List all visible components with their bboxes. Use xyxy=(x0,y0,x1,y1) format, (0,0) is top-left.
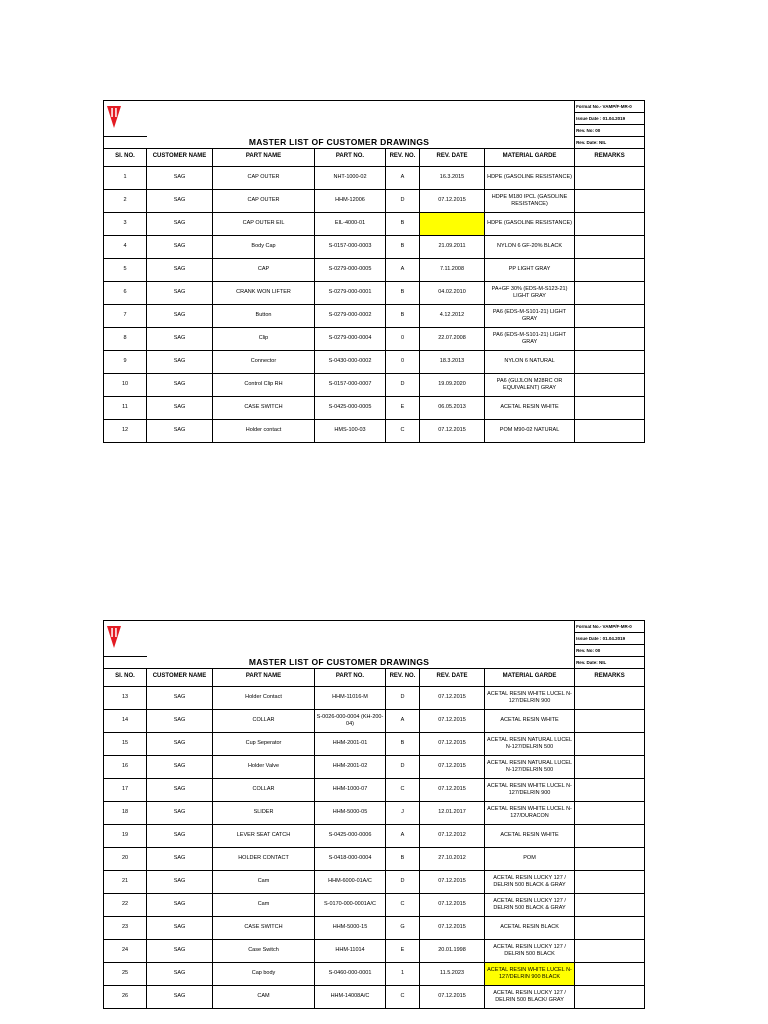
rev-date-cell: 7.11.2008 xyxy=(420,258,485,281)
customer-name-cell: SAG xyxy=(147,916,213,939)
material-cell: ACETAL RESIN WHITE xyxy=(485,824,575,847)
customer-name-cell: SAG xyxy=(147,732,213,755)
customer-name-cell: SAG xyxy=(147,166,213,189)
column-header: REMARKS xyxy=(575,148,645,166)
customer-name-cell: SAG xyxy=(147,304,213,327)
material-cell: HDPE M180 IPCL (GASOLINE RESISTANCE) xyxy=(485,189,575,212)
rev-no-cell: D xyxy=(386,755,420,778)
part-name-cell: Cam xyxy=(213,893,315,916)
rev-no-cell: B xyxy=(386,212,420,235)
rev-no-cell: C xyxy=(386,893,420,916)
part-no-cell: HHM-14008A/C xyxy=(315,985,386,1008)
part-name-cell: CASE SWITCH xyxy=(213,916,315,939)
part-name-cell: COLLAR xyxy=(213,778,315,801)
issue-date: Issue Date : 01.04.2019 xyxy=(575,633,645,645)
rev-date-cell: 19.09.2020 xyxy=(420,373,485,396)
material-cell: ACETAL RESIN WHITE LUCEL N-127/DELRIN 900 xyxy=(485,778,575,801)
table-row xyxy=(104,939,645,962)
material-cell: PA+GF 30% (EDS-M-S123-21) LIGHT GRAY xyxy=(485,281,575,304)
rev-no-cell: B xyxy=(386,847,420,870)
rev-no-cell: 0 xyxy=(386,327,420,350)
part-name-cell: CAP OUTER EIL xyxy=(213,212,315,235)
rev-no-cell: C xyxy=(386,419,420,442)
column-header: REV. DATE xyxy=(420,148,485,166)
part-no-cell: HHM-2001-02 xyxy=(315,755,386,778)
part-name-cell: Button xyxy=(213,304,315,327)
customer-name-cell: SAG xyxy=(147,327,213,350)
table-row xyxy=(104,166,645,189)
rev-date-cell: 11.5.2023 xyxy=(420,962,485,985)
remarks-cell xyxy=(575,939,645,962)
part-no-cell: S-0026-000-0004 (KH-200-04) xyxy=(315,709,386,732)
sl-no-cell: 24 xyxy=(104,939,147,962)
remarks-cell xyxy=(575,962,645,985)
table-row xyxy=(104,258,645,281)
table-row xyxy=(104,709,645,732)
part-no-cell: NHT-1000-02 xyxy=(315,166,386,189)
sl-no-cell: 21 xyxy=(104,870,147,893)
customer-name-cell: SAG xyxy=(147,847,213,870)
material-cell: PA6 (EDS-M-S101-21) LIGHT GRAY xyxy=(485,304,575,327)
remarks-cell xyxy=(575,870,645,893)
remarks-cell xyxy=(575,755,645,778)
remarks-cell xyxy=(575,189,645,212)
part-name-cell: Holder Contact xyxy=(213,686,315,709)
part-no-cell: HHM-2001-01 xyxy=(315,732,386,755)
customer-name-cell: SAG xyxy=(147,189,213,212)
table-row xyxy=(104,419,645,442)
table-row xyxy=(104,755,645,778)
rev-date-cell xyxy=(420,212,485,235)
material-cell: POM M90-02 NATURAL xyxy=(485,419,575,442)
rev-no-cell: A xyxy=(386,258,420,281)
header-blank xyxy=(147,621,575,657)
part-name-cell: Holder contact xyxy=(213,419,315,442)
rev-date-cell: 21.09.2011 xyxy=(420,235,485,258)
sl-no-cell: 17 xyxy=(104,778,147,801)
material-cell: HDPE (GASOLINE RESISTANCE) xyxy=(485,166,575,189)
part-name-cell: Control Clip RH xyxy=(213,373,315,396)
part-no-cell: S-0425-000-0006 xyxy=(315,824,386,847)
part-no-cell: HHM-12006 xyxy=(315,189,386,212)
part-name-cell: CAP OUTER xyxy=(213,166,315,189)
sl-no-cell: 4 xyxy=(104,235,147,258)
remarks-cell xyxy=(575,258,645,281)
rev-no-cell: D xyxy=(386,686,420,709)
customer-name-cell: SAG xyxy=(147,419,213,442)
table-row xyxy=(104,985,645,1008)
column-header: MATERIAL GARDE xyxy=(485,148,575,166)
material-cell: ACETAL RESIN LUCKY 127 / DELRIN 500 BLACK & GRAY xyxy=(485,893,575,916)
material-cell: PP LIGHT GRAY xyxy=(485,258,575,281)
sheet-title: MASTER LIST OF CUSTOMER DRAWINGS xyxy=(104,137,575,149)
header-blank xyxy=(147,101,575,137)
column-header: REV. DATE xyxy=(420,668,485,686)
table-row xyxy=(104,212,645,235)
sl-no-cell: 18 xyxy=(104,801,147,824)
column-header: PART NO. xyxy=(315,668,386,686)
rev-date-cell: 07.12.2015 xyxy=(420,686,485,709)
part-no-cell: HHM-5000-05 xyxy=(315,801,386,824)
column-header: REV. NO. xyxy=(386,668,420,686)
rev-date-cell: 07.12.2012 xyxy=(420,824,485,847)
rev-date-cell: 07.12.2015 xyxy=(420,985,485,1008)
table-row xyxy=(104,327,645,350)
rev-no-cell: E xyxy=(386,396,420,419)
remarks-cell xyxy=(575,916,645,939)
sl-no-cell: 26 xyxy=(104,985,147,1008)
table-row xyxy=(104,235,645,258)
customer-name-cell: SAG xyxy=(147,824,213,847)
customer-name-cell: SAG xyxy=(147,985,213,1008)
customer-name-cell: SAG xyxy=(147,939,213,962)
sl-no-cell: 10 xyxy=(104,373,147,396)
material-cell: POM xyxy=(485,847,575,870)
remarks-cell xyxy=(575,732,645,755)
material-cell: NYLON 6 GF-20% BLACK xyxy=(485,235,575,258)
format-no: Format No.- VAMP/F-MR-0 xyxy=(575,621,645,633)
table-row xyxy=(104,732,645,755)
sl-no-cell: 15 xyxy=(104,732,147,755)
part-name-cell: Cap body xyxy=(213,962,315,985)
rev-no-cell: B xyxy=(386,304,420,327)
rev-date-cell: 20.01.1998 xyxy=(420,939,485,962)
rev-no-cell: C xyxy=(386,985,420,1008)
rev-no-cell: E xyxy=(386,939,420,962)
column-header: CUSTOMER NAME xyxy=(147,148,213,166)
rev-no-cell: D xyxy=(386,373,420,396)
remarks-cell xyxy=(575,327,645,350)
rev-no-cell: 1 xyxy=(386,962,420,985)
rev-date-cell: 07.12.2015 xyxy=(420,778,485,801)
customer-name-cell: SAG xyxy=(147,258,213,281)
column-header: SI. NO. xyxy=(104,668,147,686)
remarks-cell xyxy=(575,893,645,916)
part-no-cell: S-0279-000-0001 xyxy=(315,281,386,304)
rev-date: Rev. Date: NIL xyxy=(575,137,645,149)
material-cell: PA6 (GUJLON M28RC OR EQUIVALENT) GRAY xyxy=(485,373,575,396)
material-cell: ACETAL RESIN LUCKY 127 / DELRIN 500 BLACK/ GRAY xyxy=(485,985,575,1008)
material-cell: PA6 (EDS-M-S101-21) LIGHT GRAY xyxy=(485,327,575,350)
sl-no-cell: 23 xyxy=(104,916,147,939)
sl-no-cell: 1 xyxy=(104,166,147,189)
table-row xyxy=(104,373,645,396)
part-no-cell: S-0460-000-0001 xyxy=(315,962,386,985)
sl-no-cell: 19 xyxy=(104,824,147,847)
part-no-cell: S-0279-000-0004 xyxy=(315,327,386,350)
rev-no-cell: B xyxy=(386,235,420,258)
part-no-cell: S-0157-000-0007 xyxy=(315,373,386,396)
sl-no-cell: 11 xyxy=(104,396,147,419)
rev-no-cell: A xyxy=(386,709,420,732)
part-no-cell: S-0279-000-0002 xyxy=(315,304,386,327)
table-row xyxy=(104,778,645,801)
drawing-sheet xyxy=(103,100,644,443)
table-row xyxy=(104,396,645,419)
customer-name-cell: SAG xyxy=(147,755,213,778)
part-name-cell: SLIDER xyxy=(213,801,315,824)
part-name-cell: COLLAR xyxy=(213,709,315,732)
rev-no-cell: D xyxy=(386,870,420,893)
material-cell: ACETAL RESIN WHITE LUCEL N-127/DURACON xyxy=(485,801,575,824)
issue-date: Issue Date : 01.04.2019 xyxy=(575,113,645,125)
remarks-cell xyxy=(575,281,645,304)
rev-no-cell: 0 xyxy=(386,350,420,373)
format-no: Format No.- VAMP/F-MR-0 xyxy=(575,101,645,113)
table-row xyxy=(104,847,645,870)
rev-no: Rev. No: 00 xyxy=(575,125,645,137)
part-name-cell: HOLDER CONTACT xyxy=(213,847,315,870)
remarks-cell xyxy=(575,304,645,327)
table-row xyxy=(104,962,645,985)
rev-no-cell: A xyxy=(386,824,420,847)
part-no-cell: S-0279-000-0005 xyxy=(315,258,386,281)
customer-name-cell: SAG xyxy=(147,350,213,373)
table-row xyxy=(104,304,645,327)
sl-no-cell: 13 xyxy=(104,686,147,709)
remarks-cell xyxy=(575,212,645,235)
rev-date-cell: 07.12.2015 xyxy=(420,755,485,778)
column-header: PART NAME xyxy=(213,148,315,166)
remarks-cell xyxy=(575,709,645,732)
rev-date-cell: 27.10.2012 xyxy=(420,847,485,870)
rev-date-cell: 07.12.2015 xyxy=(420,893,485,916)
rev-date-cell: 16.3.2015 xyxy=(420,166,485,189)
rev-no-cell: G xyxy=(386,916,420,939)
material-cell: NYLON 6 NATURAL xyxy=(485,350,575,373)
rev-date-cell: 07.12.2015 xyxy=(420,419,485,442)
customer-name-cell: SAG xyxy=(147,893,213,916)
part-no-cell: S-0425-000-0005 xyxy=(315,396,386,419)
column-header: PART NAME xyxy=(213,668,315,686)
rev-date: Rev. Date: NIL xyxy=(575,657,645,669)
part-no-cell: EIL-4000-01 xyxy=(315,212,386,235)
part-name-cell: Connector xyxy=(213,350,315,373)
part-no-cell: HHM-11014 xyxy=(315,939,386,962)
customer-name-cell: SAG xyxy=(147,686,213,709)
part-no-cell: HHM-5000-15 xyxy=(315,916,386,939)
remarks-cell xyxy=(575,778,645,801)
customer-name-cell: SAG xyxy=(147,235,213,258)
part-name-cell: CASE SWITCH xyxy=(213,396,315,419)
material-cell: ACETAL RESIN WHITE xyxy=(485,709,575,732)
material-cell: ACETAL RESIN BLACK xyxy=(485,916,575,939)
sl-no-cell: 8 xyxy=(104,327,147,350)
remarks-cell xyxy=(575,166,645,189)
part-no-cell: S-0418-000-0004 xyxy=(315,847,386,870)
logo-cell xyxy=(104,101,147,137)
part-no-cell: HHM-11016-M xyxy=(315,686,386,709)
part-name-cell: Cup Seperator xyxy=(213,732,315,755)
sl-no-cell: 25 xyxy=(104,962,147,985)
part-no-cell: S-0170-000-0001A/C xyxy=(315,893,386,916)
customer-name-cell: SAG xyxy=(147,212,213,235)
column-header: MATERIAL GARDE xyxy=(485,668,575,686)
material-cell: ACETAL RESIN LUCKY 127 / DELRIN 500 BLACK & GRAY xyxy=(485,870,575,893)
sl-no-cell: 12 xyxy=(104,419,147,442)
part-name-cell: LEVER SEAT CATCH xyxy=(213,824,315,847)
sl-no-cell: 5 xyxy=(104,258,147,281)
rev-no-cell: B xyxy=(386,732,420,755)
sl-no-cell: 9 xyxy=(104,350,147,373)
part-name-cell: Case Switch xyxy=(213,939,315,962)
customer-drawings-table xyxy=(103,100,645,443)
table-row xyxy=(104,870,645,893)
table-row xyxy=(104,189,645,212)
material-cell: ACETAL RESIN NATURAL LUCEL N-127/DELRIN 500 xyxy=(485,755,575,778)
part-name-cell: Clip xyxy=(213,327,315,350)
rev-no: Rev. No: 00 xyxy=(575,645,645,657)
table-row xyxy=(104,893,645,916)
rev-no-cell: A xyxy=(386,166,420,189)
table-row xyxy=(104,350,645,373)
rev-date-cell: 07.12.2015 xyxy=(420,916,485,939)
remarks-cell xyxy=(575,686,645,709)
remarks-cell xyxy=(575,985,645,1008)
rev-date-cell: 07.12.2015 xyxy=(420,189,485,212)
remarks-cell xyxy=(575,801,645,824)
material-cell: ACETAL RESIN WHITE LUCEL N-127/DELRIN 900 xyxy=(485,686,575,709)
customer-name-cell: SAG xyxy=(147,962,213,985)
sl-no-cell: 22 xyxy=(104,893,147,916)
material-cell: ACETAL RESIN WHITE xyxy=(485,396,575,419)
remarks-cell xyxy=(575,373,645,396)
rev-no-cell: J xyxy=(386,801,420,824)
sl-no-cell: 20 xyxy=(104,847,147,870)
sheet-title: MASTER LIST OF CUSTOMER DRAWINGS xyxy=(104,657,575,669)
customer-drawings-table xyxy=(103,620,645,1009)
rev-no-cell: B xyxy=(386,281,420,304)
customer-name-cell: SAG xyxy=(147,870,213,893)
part-name-cell: CAM xyxy=(213,985,315,1008)
table-row xyxy=(104,281,645,304)
rev-date-cell: 06.05.2013 xyxy=(420,396,485,419)
table-row xyxy=(104,824,645,847)
remarks-cell xyxy=(575,847,645,870)
remarks-cell xyxy=(575,396,645,419)
rev-no-cell: C xyxy=(386,778,420,801)
remarks-cell xyxy=(575,419,645,442)
column-header: REMARKS xyxy=(575,668,645,686)
table-row xyxy=(104,686,645,709)
sl-no-cell: 16 xyxy=(104,755,147,778)
customer-name-cell: SAG xyxy=(147,709,213,732)
material-cell: HDPE (GASOLINE RESISTANCE) xyxy=(485,212,575,235)
sl-no-cell: 7 xyxy=(104,304,147,327)
column-header: REV. NO. xyxy=(386,148,420,166)
part-name-cell: Cam xyxy=(213,870,315,893)
customer-name-cell: SAG xyxy=(147,801,213,824)
rev-date-cell: 18.3.2013 xyxy=(420,350,485,373)
part-no-cell: HHM-6000-01A/C xyxy=(315,870,386,893)
column-header: PART NO. xyxy=(315,148,386,166)
column-header: SI. NO. xyxy=(104,148,147,166)
rev-date-cell: 4.12.2012 xyxy=(420,304,485,327)
part-name-cell: CRANK WON LIFTER xyxy=(213,281,315,304)
remarks-cell xyxy=(575,824,645,847)
rev-date-cell: 22.07.2008 xyxy=(420,327,485,350)
material-cell: ACETAL RESIN WHITE LUCEL N-127/DELRIN 900 BLACK xyxy=(485,962,575,985)
sl-no-cell: 6 xyxy=(104,281,147,304)
column-header: CUSTOMER NAME xyxy=(147,668,213,686)
part-name-cell: CAP OUTER xyxy=(213,189,315,212)
customer-name-cell: SAG xyxy=(147,373,213,396)
part-name-cell: Body Cap xyxy=(213,235,315,258)
remarks-cell xyxy=(575,350,645,373)
customer-name-cell: SAG xyxy=(147,396,213,419)
table-row xyxy=(104,916,645,939)
rev-date-cell: 12.01.2017 xyxy=(420,801,485,824)
remarks-cell xyxy=(575,235,645,258)
logo-cell xyxy=(104,621,147,657)
rev-date-cell: 07.12.2015 xyxy=(420,709,485,732)
rev-date-cell: 07.12.2015 xyxy=(420,732,485,755)
drawing-sheet xyxy=(103,620,644,1009)
part-no-cell: S-0430-000-0002 xyxy=(315,350,386,373)
sl-no-cell: 3 xyxy=(104,212,147,235)
part-no-cell: HHM-1000-07 xyxy=(315,778,386,801)
rev-date-cell: 07.12.2015 xyxy=(420,870,485,893)
part-name-cell: Holder Valve xyxy=(213,755,315,778)
rev-date-cell: 04.02.2010 xyxy=(420,281,485,304)
company-logo-icon xyxy=(107,626,121,648)
part-no-cell: S-0157-000-0003 xyxy=(315,235,386,258)
part-name-cell: CAP xyxy=(213,258,315,281)
company-logo-icon xyxy=(107,106,121,128)
table-row xyxy=(104,801,645,824)
customer-name-cell: SAG xyxy=(147,281,213,304)
sl-no-cell: 14 xyxy=(104,709,147,732)
sl-no-cell: 2 xyxy=(104,189,147,212)
rev-no-cell: D xyxy=(386,189,420,212)
part-no-cell: HMS-100-03 xyxy=(315,419,386,442)
material-cell: ACETAL RESIN NATURAL LUCEL N-127/DELRIN 500 xyxy=(485,732,575,755)
material-cell: ACETAL RESIN LUCKY 127 / DELRIN 500 BLACK xyxy=(485,939,575,962)
customer-name-cell: SAG xyxy=(147,778,213,801)
